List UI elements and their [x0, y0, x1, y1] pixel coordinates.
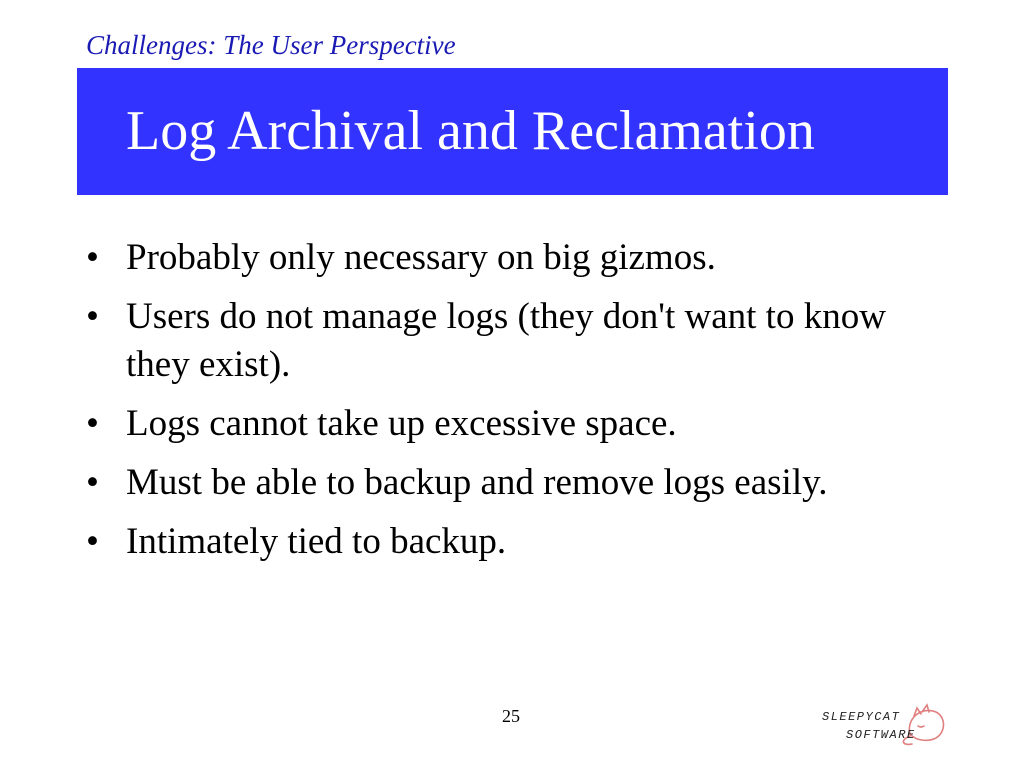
bullet-text: Must be able to backup and remove logs easily. — [126, 462, 828, 503]
bullet-marker: • — [86, 237, 99, 278]
bullet-item — [86, 234, 926, 282]
bullet-marker: • — [86, 521, 99, 562]
bullet-text: Logs cannot take up excessive space. — [126, 403, 677, 444]
logo-line-2: SOFTWARE — [846, 728, 916, 742]
section-title: Challenges: The User Perspective — [86, 30, 456, 60]
page-number: 25 — [502, 706, 520, 726]
bullet-marker: • — [86, 403, 99, 444]
bullet-list — [86, 234, 926, 577]
logo-line-1: SLEEPYCAT — [822, 710, 901, 724]
bullet-item — [86, 400, 926, 448]
bullet-marker: • — [86, 462, 99, 503]
bullet-text: Intimately tied to backup. — [126, 521, 507, 562]
bullet-item — [86, 293, 926, 389]
sleepycat-logo — [818, 696, 948, 748]
bullet-item — [86, 518, 926, 566]
bullet-marker: • — [86, 296, 99, 337]
bullet-text: Probably only necessary on big gizmos. — [126, 237, 716, 278]
bullet-item — [86, 459, 926, 507]
slide-title: Log Archival and Reclamation — [126, 100, 815, 162]
title-band — [77, 68, 948, 195]
bullet-text: Users do not manage logs (they don't want to know they exist). — [126, 296, 886, 385]
